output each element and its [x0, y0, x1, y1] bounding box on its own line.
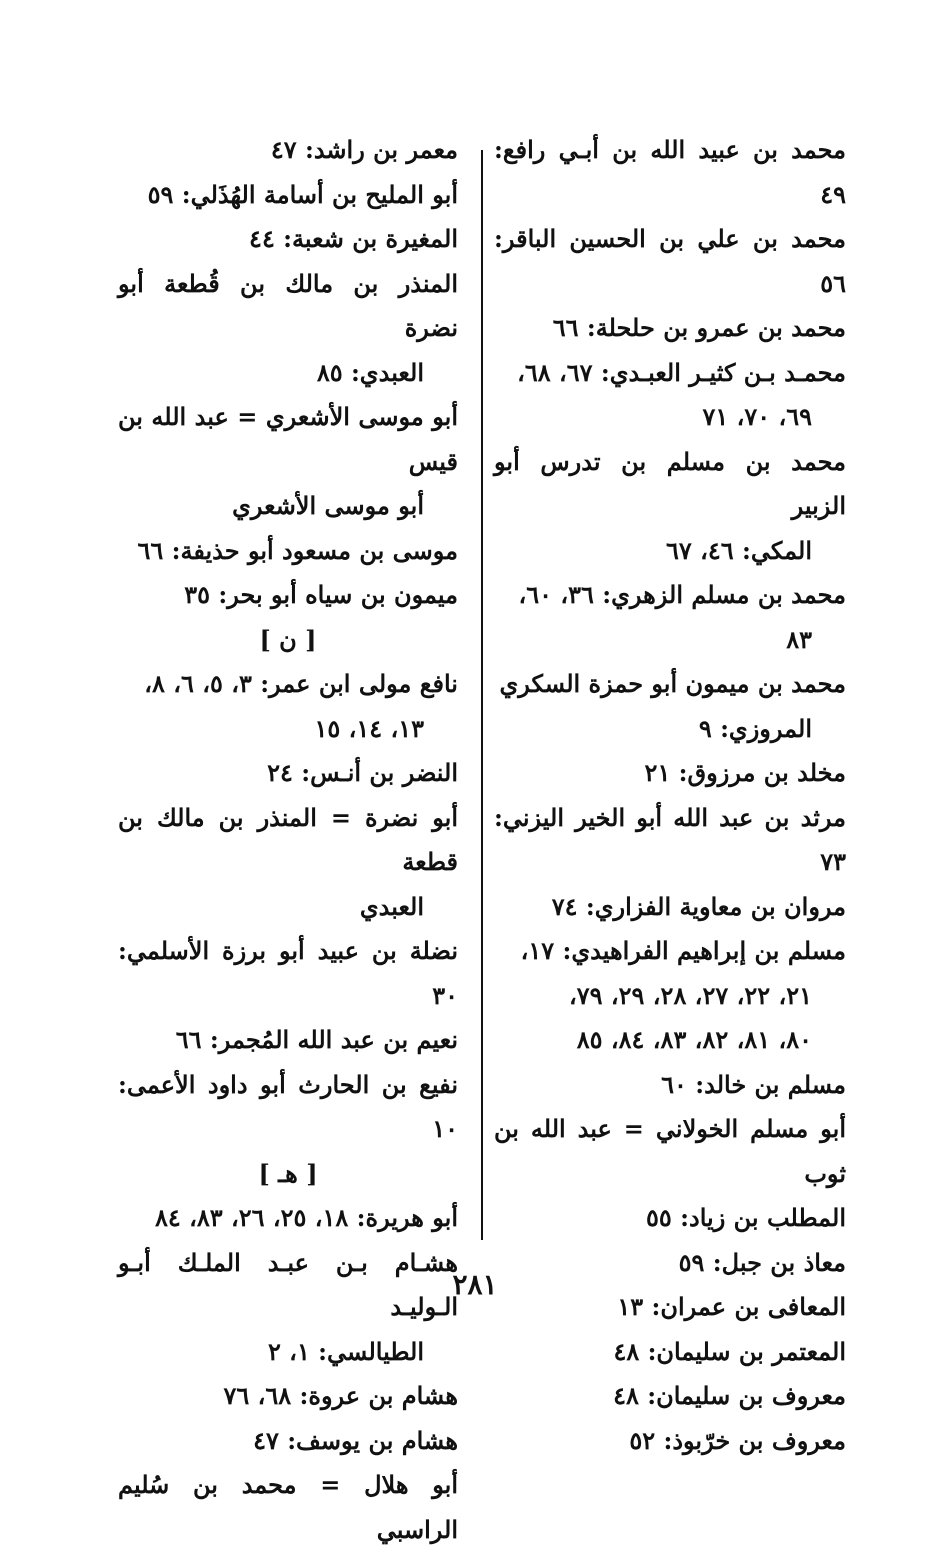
index-entry: أبو هلال = محمد بن سُليم الراسبي: [118, 1470, 458, 1544]
index-entry: هشام بن يوسف: ٤٧: [253, 1425, 458, 1455]
index-entry: مروان بن معاوية الفزاري: ٧٤: [551, 891, 846, 921]
index-entry: محمد بن مسلم الزهري: ٣٦، ٦٠،: [518, 580, 846, 609]
index-entry: أبو نضرة = المنذر بن مالك بن قطعة: [118, 802, 458, 876]
index-entry-continuation: الطيالسي: ١، ٢: [267, 1336, 424, 1366]
index-entry: النضر بن أنـس: ٢٤: [267, 758, 458, 787]
column-divider: [481, 150, 483, 1240]
section-letter-heading: [ هـ ]: [258, 1158, 318, 1188]
index-entry: نعيم بن عبد الله المُجمر: ٦٦: [175, 1025, 458, 1054]
index-entry: هشـام بـن عبـد الملـك أبـو الـوليـد: [118, 1247, 458, 1321]
index-entry: معروف بن سليمان: ٤٨: [613, 1381, 846, 1410]
index-entry-continuation: العبدي: ٨٥: [316, 357, 424, 387]
index-entry-continuation: أبو موسى الأشعري: [232, 491, 424, 520]
index-entry: المعافى بن عمران: ١٣: [617, 1292, 846, 1321]
index-entry: أبو هريرة: ١٨، ٢٥، ٢٦، ٨٣، ٨٤: [154, 1203, 458, 1232]
index-entry: معروف بن خرّبوذ: ٥٢: [629, 1425, 846, 1455]
index-entry: أبو موسى الأشعري = عبد الله بن قيس: [118, 402, 458, 476]
index-entry-continuation: ٦٩، ٧٠، ٧١: [702, 402, 812, 431]
index-column-right: [494, 128, 846, 1463]
index-entry: معمر بن راشد: ٤٧: [270, 135, 458, 164]
index-entry: موسى بن مسعود أبو حذيفة: ٦٦: [137, 535, 458, 565]
index-entry: المنذر بن مالك بن قُطعة أبو نضرة: [118, 268, 458, 342]
index-entry: مخلد بن مرزوق: ٢١: [644, 758, 846, 787]
index-entry-continuation: ٨٠، ٨١، ٨٢، ٨٣، ٨٤، ٨٥: [576, 1025, 812, 1054]
index-entry-continuation: ٢١، ٢٢، ٢٧، ٢٨، ٢٩، ٧٩،: [569, 980, 812, 1010]
section-letter-heading: [ ن ]: [259, 624, 317, 654]
index-entry: مرثد بن عبد الله أبو الخير اليزني: ٧٣: [494, 802, 846, 876]
index-entry: هشام بن عروة: ٦٨، ٧٦: [223, 1381, 458, 1410]
index-entry: نفيع بن الحارث أبو داود الأعمى: ١٠: [118, 1069, 458, 1143]
index-entry: مسلم بن إبراهيم الفراهيدي: ١٧،: [520, 936, 846, 965]
index-entry: المغيرة بن شعبة: ٤٤: [249, 224, 458, 253]
index-entry: محمد بن ميمون أبو حمزة السكري: [499, 669, 846, 698]
index-entry: المعتمر بن سليمان: ٤٨: [613, 1336, 846, 1366]
index-entry: نافع مولى ابن عمر: ٣، ٥، ٦، ٨،: [144, 669, 458, 698]
index-entry: محمد بن علي بن الحسين الباقر: ٥٦: [494, 224, 846, 298]
index-column-left: [118, 128, 458, 1552]
index-entry: نضلة بن عبيد أبو برزة الأسلمي: ٣٠: [118, 936, 458, 1010]
index-entry-continuation: ١٣، ١٤، ١٥: [314, 713, 424, 743]
index-entry-continuation: ٨٣: [786, 624, 812, 654]
index-entry-continuation: المروزي: ٩: [698, 713, 812, 743]
index-entry: مسلم بن خالد: ٦٠: [661, 1069, 846, 1099]
index-entry: أبو المليح بن أسامة الهُذَلي: ٥٩: [147, 179, 458, 209]
index-entry-continuation: المكي: ٤٦، ٦٧: [666, 535, 812, 565]
index-entry: أبو مسلم الخولاني = عبد الله بن ثوب: [494, 1114, 846, 1188]
page-number: ٢٨١: [452, 1268, 498, 1301]
index-entry-continuation: العبدي: [359, 891, 424, 921]
index-entry: محمد بن عبيد الله بن أبـي رافع: ٤٩: [494, 135, 846, 209]
index-entry: محمد بن مسلم بن تدرس أبو الزبير: [494, 446, 846, 520]
index-entry: محمد بن عمرو بن حلحلة: ٦٦: [552, 313, 846, 342]
index-entry: محمـد بـن كثيـر العبـدي: ٦٧، ٦٨،: [517, 357, 846, 387]
index-entry: ميمون بن سياه أبو بحر: ٣٥: [184, 580, 458, 609]
index-entry: المطلب بن زياد: ٥٥: [646, 1203, 846, 1232]
index-entry: معاذ بن جبل: ٥٩: [678, 1247, 846, 1277]
